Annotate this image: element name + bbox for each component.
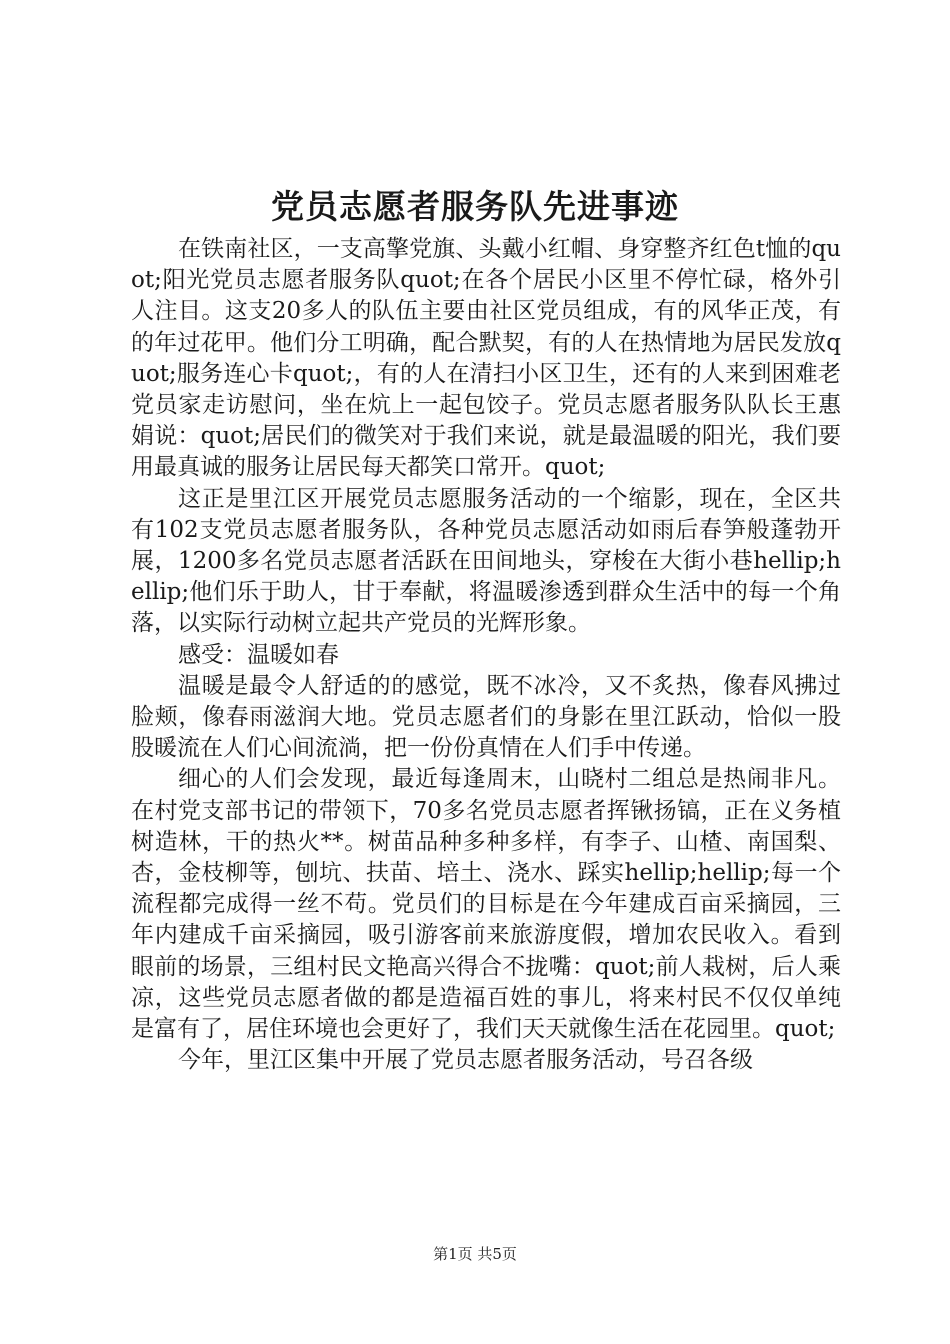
document-body bbox=[131, 234, 841, 1076]
paragraph: 在铁南社区，一支高擎党旗、头戴小红帽、身穿整齐红色t恤的quot;阳光党员志愿者服务队quot;在各个居民小区里不停忙碌，格外引人注目。这支20多人的队伍主要由社区党员组成，有的风华正茂，有的年过花甲。他们分工明确，配合默契，有的人在热情地为居民发放quot;服务连心卡quot;，有的人在清扫小区卫生，还有的人来到困难老党员家走访慰问，坐在炕上一起包饺子。党员志愿者服务队队长王惠娟说：quot;居民们的微笑对于我们来说，就是最温暖的阳光，我们要用最真诚的服务让居民每天都笑口常开。quot; bbox=[131, 236, 841, 481]
paragraph: 今年，里江区集中开展了党员志愿者服务活动，号召各级 bbox=[178, 1047, 753, 1074]
section-heading: 感受：温暖如春 bbox=[178, 641, 339, 668]
paragraph: 温暖是最令人舒适的的感觉，既不冰冷，又不炙热，像春风拂过脸颊，像春雨滋润大地。党员志愿者们的身影在里江跃动，恰似一股股暖流在人们心间流淌，把一份份真情在人们手中传递。 bbox=[131, 672, 841, 762]
paragraph: 细心的人们会发现，最近每逢周末，山晓村二组总是热闹非凡。在村党支部书记的带领下，70多名党员志愿者挥锹扬镐，正在义务植树造林，干的热火**。树苗品种多种多样，有李子、山楂、南国梨、杏，金枝柳等，刨坑、扶苗、培土、浇水、踩实hellip;hellip;每一个流程都完成得一丝不苟。党员们的目标是在今年建成百亩采摘园，三年内建成千亩采摘园，吸引游客前来旅游度假，增加农民收入。看到眼前的场景，三组村民文艳高兴得合不拢嘴：quot;前人栽树，后人乘凉，这些党员志愿者做的都是造福百姓的事儿，将来村民不仅仅单纯是富有了，居住环境也会更好了，我们天天就像生活在花园里。quot; bbox=[131, 766, 841, 1043]
paragraph: 这正是里江区开展党员志愿服务活动的一个缩影，现在，全区共有102支党员志愿者服务队，各种党员志愿活动如雨后春笋般蓬勃开展，1200多名党员志愿者活跃在田间地头，穿梭在大街小巷hellip;hellip;他们乐于助人，甘于奉献，将温暖渗透到群众生活中的每一个角落，以实际行动树立起共产党员的光辉形象。 bbox=[131, 485, 841, 637]
document-title: 党员志愿者服务队先进事迹 bbox=[271, 187, 679, 226]
page-number-footer: 第1页 共5页 bbox=[433, 1245, 517, 1263]
